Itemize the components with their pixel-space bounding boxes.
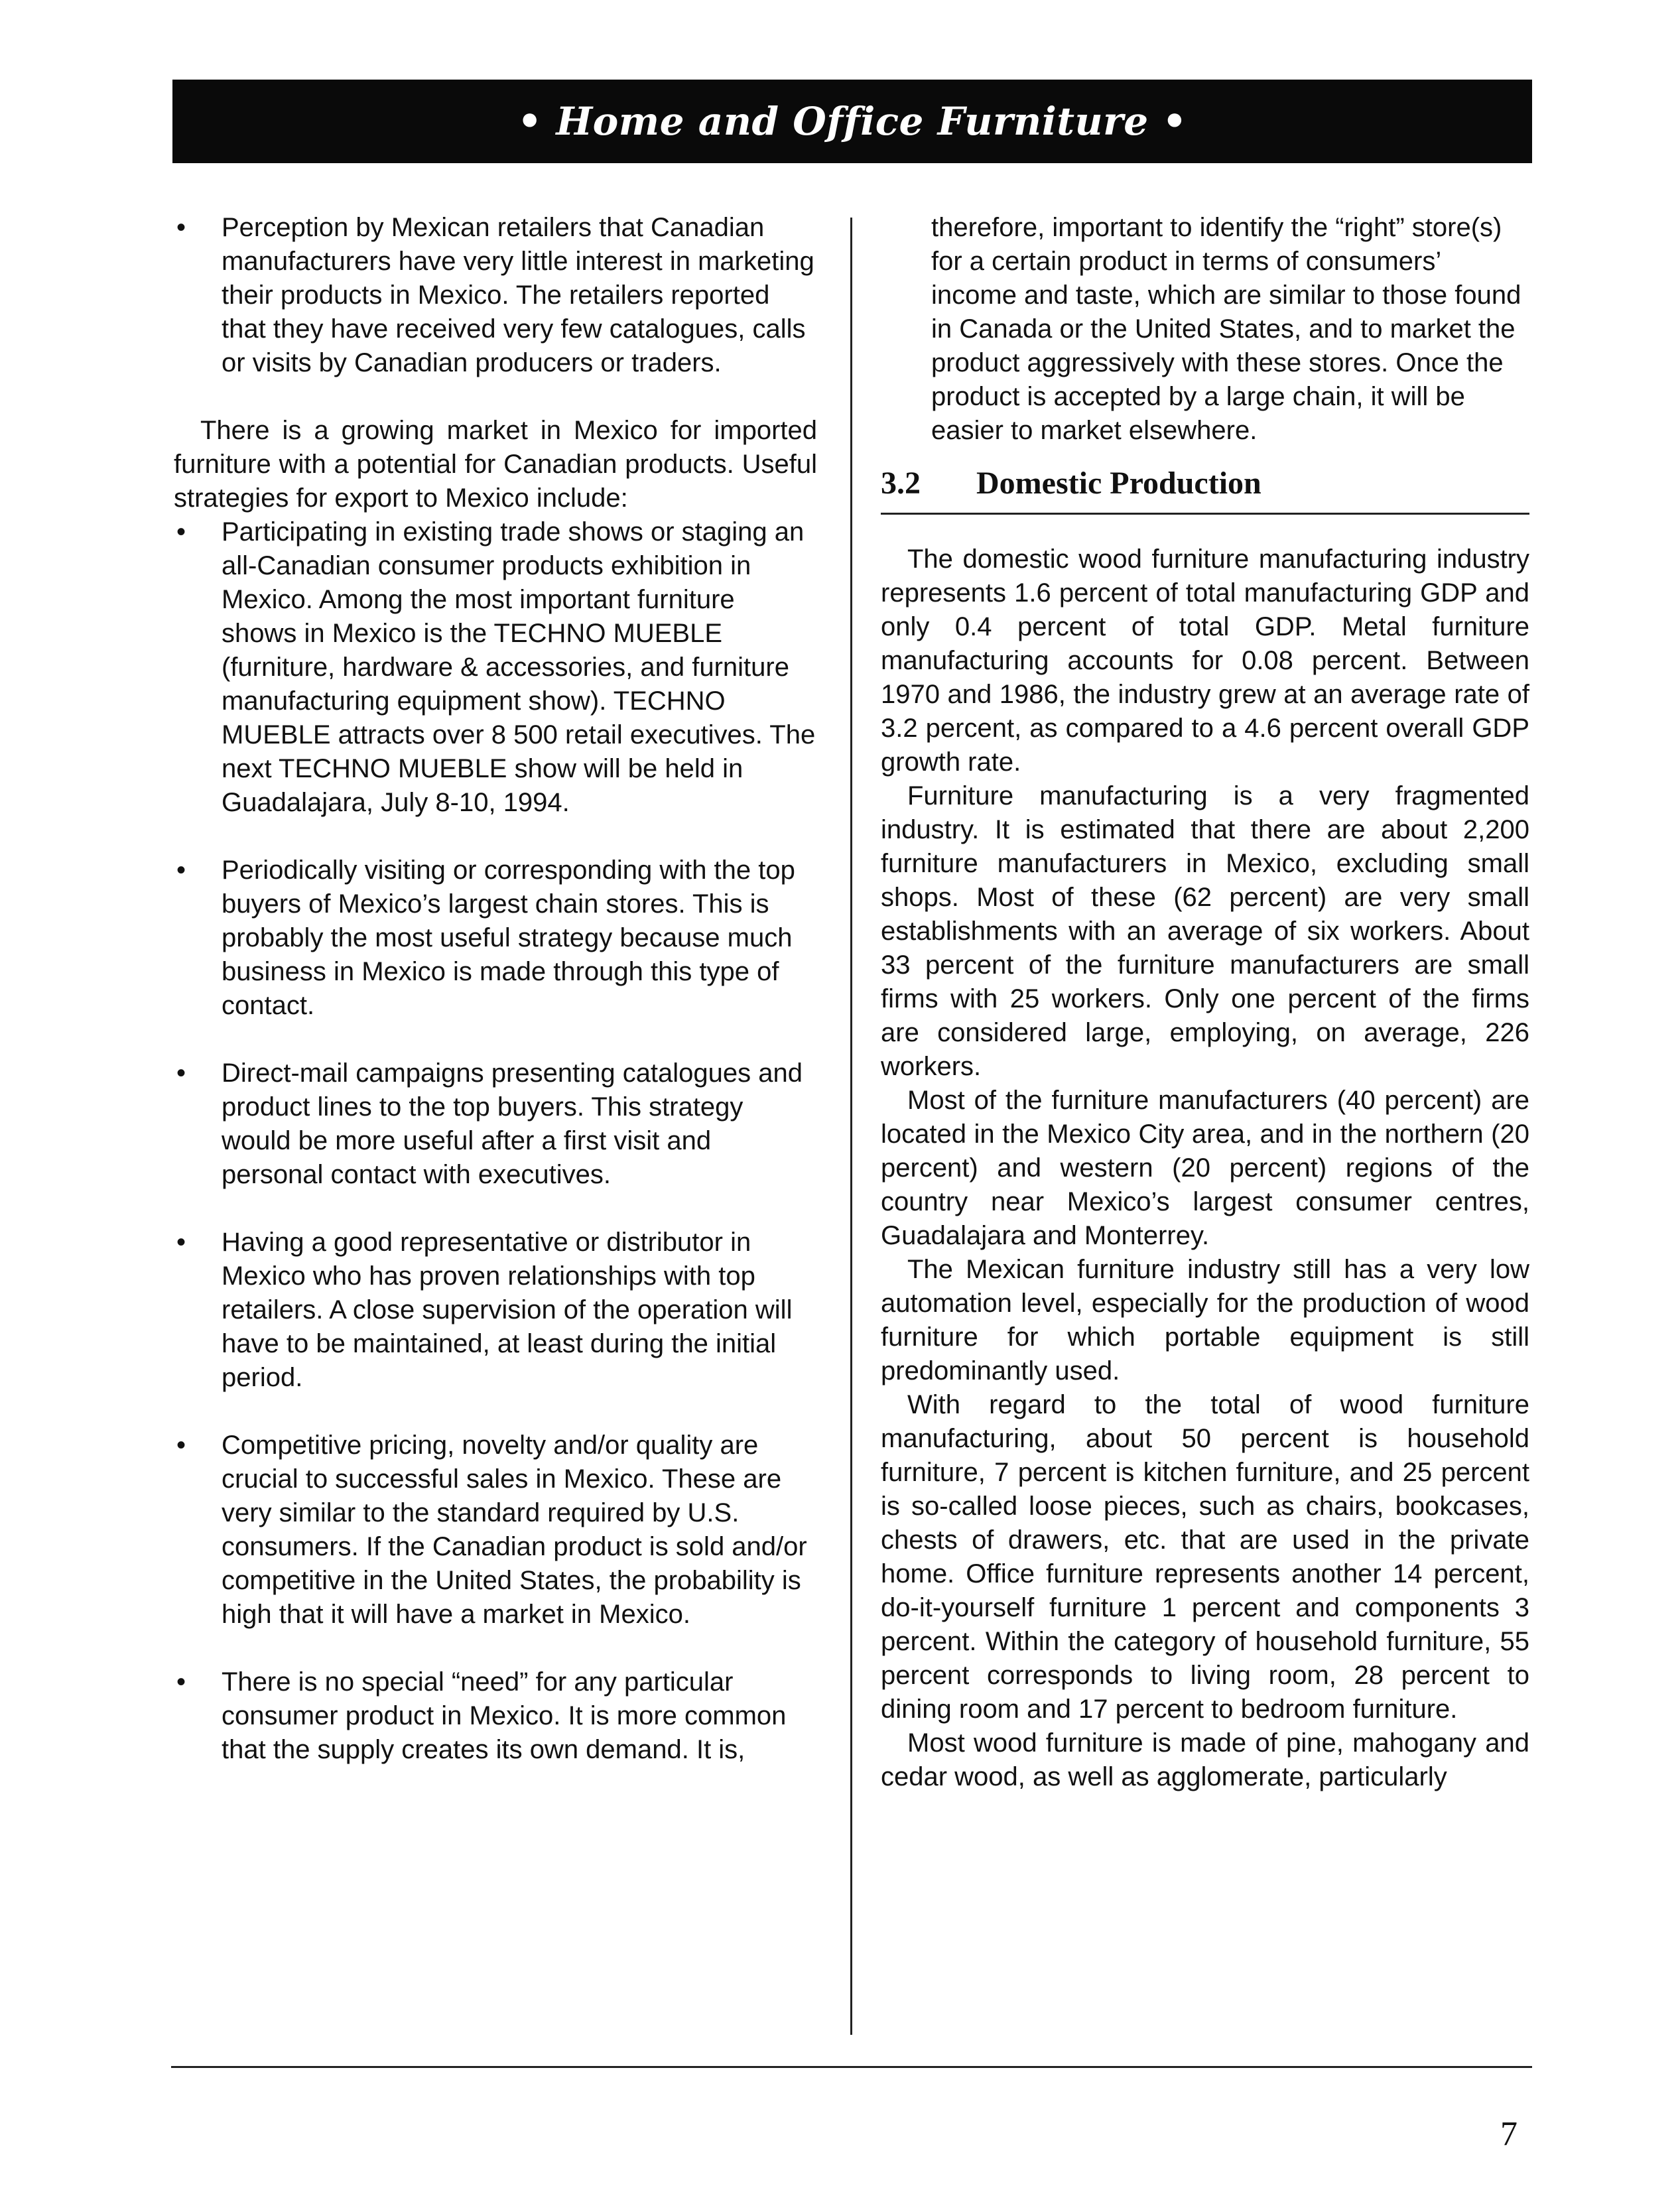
header-title: • Home and Office Furniture • <box>517 99 1187 144</box>
bullet-marker: • <box>176 856 186 885</box>
bullet-marker: • <box>176 1228 186 1257</box>
bullet-item <box>174 1057 817 1192</box>
bullet-marker: • <box>176 213 186 242</box>
bullet-text: Direct-mail campaigns presenting catalogues and product lines to the top buyers. This strategy would be more useful after a first visit and personal contact with executives. <box>222 1059 803 1189</box>
bullet-item <box>174 1429 817 1632</box>
column-divider <box>850 218 852 2035</box>
bullet-text: Having a good representative or distributor in Mexico who has proven relationships with top retailers. A close supervision of the operation will have to be maintained, at least during the initial period. <box>222 1228 793 1392</box>
bullet-text: Perception by Mexican retailers that Canadian manufacturers have very little interest in marketing their products in Mexico. The retailers reported that they have received very few catalogues, calls or visits by Canadian producers or traders. <box>222 213 814 377</box>
page-number: 7 <box>1500 2115 1518 2153</box>
left-column <box>174 211 817 1801</box>
bullet-item <box>174 1665 817 1767</box>
body-paragraph: Furniture manufacturing is a very fragmented industry. It is estimated that there are about 2,200 furniture manufacturers in Mexico, excluding small shops. Most of these (62 percent) are very small establishments with an average of six workers. About 33 percent of the furniture manufacturers are small firms with 25 workers. Only one percent of the firms are considered large, employing, on average, 226 workers. <box>881 781 1529 1081</box>
body-paragraph: The Mexican furniture industry still has a very low automation level, especially for the production of wood furniture for which portable equipment is still predominantly used. <box>881 1255 1529 1386</box>
section-heading <box>881 448 1529 515</box>
footer-rule <box>171 2066 1532 2068</box>
body-paragraph: Most of the furniture manufacturers (40 percent) are located in the Mexico City area, and in the northern (20 percent) and western (20 percent) regions of the country near Mexico’s largest consumer centres, Guadalajara and Monterrey. <box>881 1086 1529 1250</box>
bullet-text: There is no special “need” for any particular consumer product in Mexico. It is more common that the supply creates its own demand. It is, <box>222 1667 787 1764</box>
bullet-text: Participating in existing trade shows or staging an all-Canadian consumer products exhibition in Mexico. Among the most important furniture shows in Mexico is the TECHNO MUEBLE (furniture, hardware & accessories, and furniture manufacturing equipment show). TECHNO MUEBLE attracts over 8 500 retail executives. The next TECHNO MUEBLE show will be held in Guadalajara, July 8-10, 1994. <box>222 517 816 817</box>
body-paragraph: With regard to the total of wood furniture manufacturing, about 50 percent is household furniture, 7 percent is kitchen furniture, and 25 percent is so-called loose pieces, such as chairs, bookcases, chests of drawers, etc. that are used in the private home. Office furniture represents another 14 percent, do-it-yourself furniture 1 percent and components 3 percent. Within the category of household furniture, 55 percent corresponds to living room, 28 percent to dining room and 17 percent to bedroom furniture. <box>881 1390 1529 1724</box>
bullet-item <box>174 854 817 1023</box>
bullet-item <box>174 1226 817 1395</box>
bullet-marker: • <box>176 1059 186 1088</box>
section-number: 3.2 <box>881 466 921 501</box>
body-paragraph: There is a growing market in Mexico for imported furniture with a potential for Canadian products. Useful strategies for export to Mexico include: <box>174 416 817 513</box>
bullet-text: Competitive pricing, novelty and/or quality are crucial to successful sales in Mexico. These are very similar to the standard required by U.S. consumers. If the Canadian product is sold and/or competitive in the United States, the probability is high that it will have a market in Mexico. <box>222 1431 807 1629</box>
bullet-marker: • <box>176 1667 186 1697</box>
right-column <box>881 211 1529 1794</box>
running-header <box>172 80 1532 163</box>
bullet-marker: • <box>176 1431 186 1460</box>
bullet-item <box>174 211 817 380</box>
bullet-marker: • <box>176 517 186 547</box>
bullet-text: Periodically visiting or corresponding with the top buyers of Mexico’s largest chain stores. This is probably the most useful strategy because much business in Mexico is made through this type of contact. <box>222 856 795 1020</box>
bullet-continuation: therefore, important to identify the “right” store(s) for a certain product in terms of consumers’ income and taste, which are similar to those found in Canada or the United States, and to market the product aggressively with these stores. Once the product is accepted by a large chain, it will be easier to market elsewhere. <box>931 213 1521 445</box>
bullet-item <box>174 515 817 820</box>
section-title: Domestic Production <box>976 466 1261 501</box>
body-paragraph: Most wood furniture is made of pine, mahogany and cedar wood, as well as agglomerate, particularly <box>881 1728 1529 1791</box>
body-paragraph: The domestic wood furniture manufacturing industry represents 1.6 percent of total manufacturing GDP and only 0.4 percent of total GDP. Metal furniture manufacturing accounts for 0.08 percent. Between 1970 and 1986, the industry grew at an average rate of 3.2 percent, as compared to a 4.6 percent overall GDP growth rate. <box>881 545 1529 777</box>
